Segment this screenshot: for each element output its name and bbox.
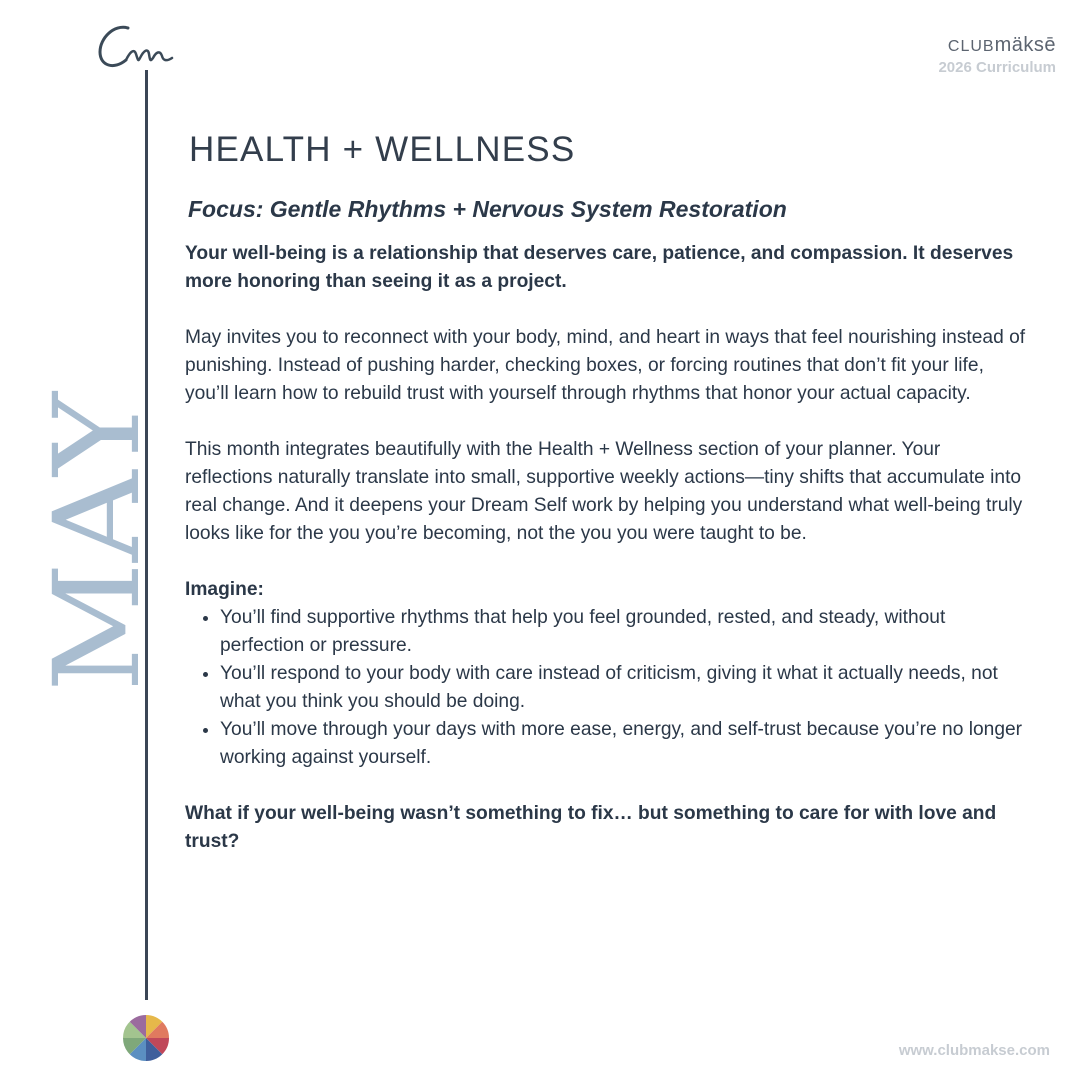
month-word-text: MAY: [28, 412, 166, 692]
brand-name: [938, 34, 1056, 58]
list-item: • You’ll respond to your body with care instead of criticism, giving it what it actually needs, not what you think you should be doing.: [220, 660, 1030, 716]
imagine-list: [185, 604, 1030, 772]
website-url: www.clubmakse.com: [898, 1042, 1050, 1059]
imagine-label: Imagine:: [185, 579, 264, 600]
main-content: [185, 128, 1030, 884]
focus-line: Focus: Gentle Rhythms + Nervous System Restoration: [188, 196, 787, 222]
closing-question: What if your well-being wasn’t something to fix… but something to care for with love and trust?: [185, 803, 997, 852]
month-word: [28, 380, 166, 700]
brand-makse: mäksē: [994, 34, 1056, 56]
brand-block: [938, 34, 1056, 78]
brand-club: CLUB: [947, 38, 995, 55]
brand-subtitle: 2026 Curriculum: [938, 59, 1056, 76]
body-paragraph: May invites you to reconnect with your body, mind, and heart in ways that feel nourishing instead of punishing. Instead of pushing harder, checking boxes, or forcing routines that don’t fit your life, you’ll learn how to rebuild trust with yourself through rhythms that honor your actual capacity.: [185, 327, 1026, 404]
body-paragraph: This month integrates beautifully with the Health + Wellness section of your planner. Your reflections naturally translate into small, supportive weekly actions—tiny shifts that accumulate into real change. And it deepens your Dream Self work by helping you understand what well-being truly looks like for the you you’re becoming, not the you you were taught to be.: [185, 439, 1023, 544]
list-item: • You’ll find supportive rhythms that help you feel grounded, rested, and steady, without perfection or pressure.: [220, 604, 1030, 660]
lead-paragraph: Your well-being is a relationship that deserves care, patience, and compassion. It deserves more honoring than seeing it as a project.: [185, 243, 1014, 292]
page-title: HEALTH + WELLNESS: [189, 130, 576, 169]
list-item: • You’ll move through your days with more ease, energy, and self-trust because you’re no longer working against yourself.: [220, 716, 1030, 772]
cm-script-monogram-icon: [92, 18, 188, 78]
color-wheel-icon: [122, 1014, 170, 1062]
